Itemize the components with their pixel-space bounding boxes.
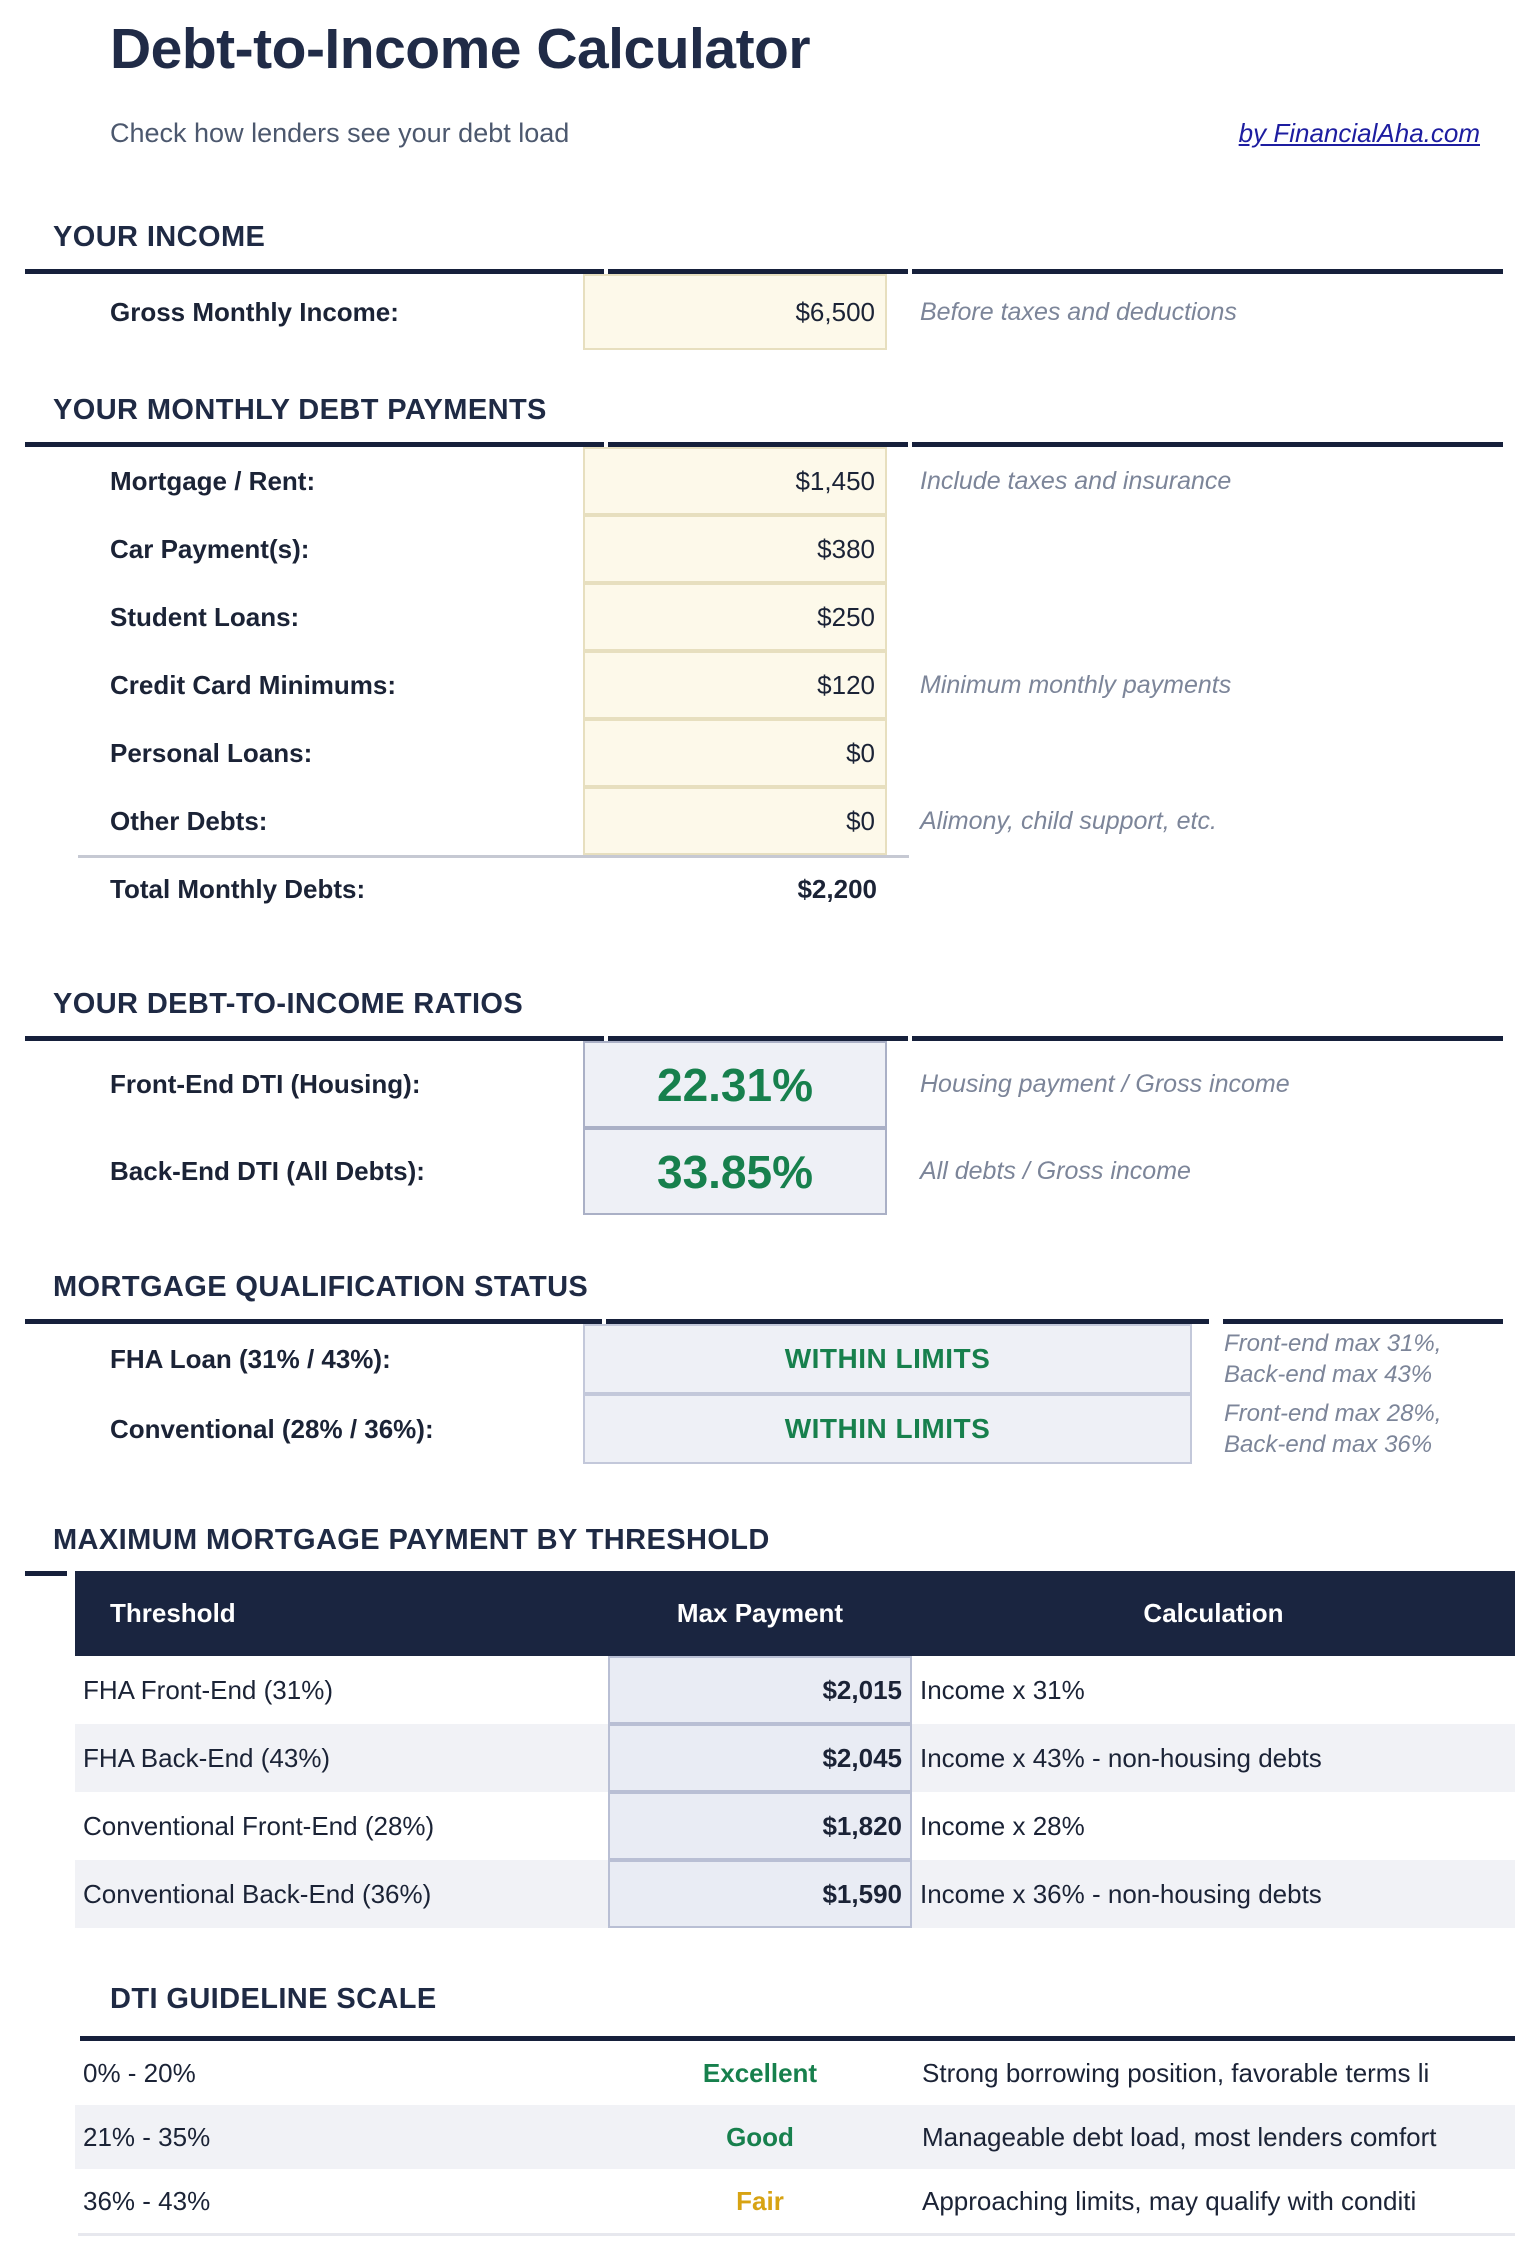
total-debts-value: $2,200 (797, 873, 877, 904)
car-payment-s-input[interactable]: $380 (583, 515, 887, 583)
fha-back-end-43-label: FHA Back-End (43%) (83, 1742, 331, 1773)
col-header-threshold: Threshold (110, 1598, 236, 1628)
fha-front-end-31-max-payment: $2,015 (608, 1656, 912, 1724)
dti-calculator-page (0, 16, 1515, 2236)
other-debts-note: Alimony, child support, etc. (920, 806, 1217, 835)
car-payment-s-note (887, 515, 1515, 583)
note-line: Back-end max 36% (1224, 1431, 1433, 1458)
21-35-range: 21% - 35% (83, 2121, 211, 2152)
personal-loans-note (887, 719, 1515, 787)
debt-row-personal-loans (0, 719, 1515, 787)
qualification-row-conventional-28-36 (0, 1394, 1515, 1464)
income-section-heading: YOUR INCOME (53, 221, 266, 253)
guideline-section-heading: DTI GUIDELINE SCALE (110, 1983, 437, 2015)
other-debts-label: Other Debts: (110, 805, 268, 836)
table-row-fha-back-end-43 (75, 1724, 1515, 1792)
qualification-section-heading: MORTGAGE QUALIFICATION STATUS (53, 1271, 589, 1303)
table-row-conventional-back-end-36 (75, 1860, 1515, 1928)
front-end-dti-housing-value-box: 22.31% (583, 1041, 887, 1128)
conventional-front-end-28-max-payment: $1,820 (608, 1792, 912, 1860)
total-monthly-debts-row (0, 858, 1515, 920)
conventional-back-end-36-calculation: Income x 36% - non-housing debts (920, 1878, 1322, 1909)
debt-row-student-loans (0, 583, 1515, 651)
personal-loans-label: Personal Loans: (110, 737, 313, 768)
fha-back-end-43-calculation: Income x 43% - non-housing debts (920, 1742, 1322, 1773)
21-35-description: Manageable debt load, most lenders comfort (922, 2121, 1437, 2152)
student-loans-label: Student Loans: (110, 601, 300, 632)
debts-section-heading: YOUR MONTHLY DEBT PAYMENTS (53, 394, 547, 426)
conventional-back-end-36-label: Conventional Back-End (36%) (83, 1878, 432, 1909)
fha-loan-31-43-status-box: WITHIN LIMITS (583, 1324, 1192, 1394)
debt-row-other-debts (0, 787, 1515, 855)
personal-loans-input[interactable]: $0 (583, 719, 887, 787)
max-payment-table-header (75, 1571, 1515, 1656)
page-subtitle: Check how lenders see your debt load (110, 118, 570, 148)
total-debts-label: Total Monthly Debts: (110, 873, 366, 904)
0-20-description: Strong borrowing position, favorable terms li (922, 2057, 1430, 2088)
front-end-dti-housing-label: Front-End DTI (Housing): (110, 1069, 421, 1099)
table-row-conventional-front-end-28 (75, 1792, 1515, 1860)
back-end-dti-all-debts-label: Back-End DTI (All Debts): (110, 1156, 425, 1186)
21-35-rating: Good (726, 2121, 794, 2152)
ratio-row-front-end-dti-housing (0, 1041, 1515, 1128)
income-rows (0, 274, 1515, 350)
max-payment-section-heading: MAXIMUM MORTGAGE PAYMENT BY THRESHOLD (53, 1524, 770, 1556)
front-end-dti-housing-note: Housing payment / Gross income (920, 1070, 1290, 1098)
debt-rows (0, 447, 1515, 855)
credit-card-minimums-label: Credit Card Minimums: (110, 669, 397, 700)
0-20-range: 0% - 20% (83, 2057, 196, 2088)
guideline-scale-rows (75, 2041, 1515, 2233)
conventional-back-end-36-max-payment: $1,590 (608, 1860, 912, 1928)
gross-monthly-income-label: Gross Monthly Income: (110, 296, 399, 327)
table-left-divider-tick (25, 1571, 67, 1576)
mortgage-rent-input[interactable]: $1,450 (583, 447, 887, 515)
qualification-row-fha-loan-31-43 (0, 1324, 1515, 1394)
fha-back-end-43-max-payment: $2,045 (608, 1724, 912, 1792)
qualification-rows (0, 1324, 1515, 1464)
col-header-calculation: Calculation (1143, 1598, 1284, 1628)
student-loans-input[interactable]: $250 (583, 583, 887, 651)
credit-card-minimums-input[interactable]: $120 (583, 651, 887, 719)
36-43-rating: Fair (736, 2185, 784, 2216)
conventional-28-36-note (1192, 1394, 1515, 1464)
gross-monthly-income-input[interactable]: $6,500 (583, 274, 887, 350)
gross-monthly-income-note: Before taxes and deductions (920, 297, 1237, 326)
back-end-dti-all-debts-value-box: 33.85% (583, 1128, 887, 1215)
page-title: Debt-to-Income Calculator (110, 17, 811, 81)
fha-front-end-31-label: FHA Front-End (31%) (83, 1674, 333, 1705)
scale-row-21-35 (75, 2105, 1515, 2169)
back-end-dti-all-debts-note: All debts / Gross income (920, 1157, 1191, 1185)
conventional-28-36-label: Conventional (28% / 36%): (110, 1413, 434, 1444)
debt-row-car-payment-s (0, 515, 1515, 583)
other-debts-input[interactable]: $0 (583, 787, 887, 855)
byline-link[interactable]: by FinancialAha.com (1238, 118, 1480, 148)
income-row-gross-monthly-income (0, 274, 1515, 350)
0-20-rating: Excellent (702, 2057, 818, 2088)
conventional-front-end-28-label: Conventional Front-End (28%) (83, 1810, 435, 1841)
car-payment-s-label: Car Payment(s): (110, 533, 310, 564)
ratios-section-heading: YOUR DEBT-TO-INCOME RATIOS (53, 988, 524, 1020)
note-line: Back-end max 43% (1224, 1361, 1433, 1388)
fha-front-end-31-calculation: Income x 31% (920, 1674, 1085, 1705)
col-header-max-payment: Max Payment (676, 1598, 844, 1628)
max-payment-table-body (75, 1656, 1515, 1928)
conventional-28-36-status-box: WITHIN LIMITS (583, 1394, 1192, 1464)
note-line: Front-end max 31%, (1224, 1329, 1442, 1357)
table-row-fha-front-end-31 (75, 1656, 1515, 1724)
ratio-row-back-end-dti-all-debts (0, 1128, 1515, 1215)
scale-row-0-20 (75, 2041, 1515, 2105)
ratio-rows (0, 1041, 1515, 1215)
scale-row-36-43 (75, 2169, 1515, 2233)
note-line: Front-end max 28%, (1224, 1399, 1442, 1427)
credit-card-minimums-note: Minimum monthly payments (920, 670, 1232, 699)
fha-loan-31-43-label: FHA Loan (31% / 43%): (110, 1343, 391, 1374)
36-43-range: 36% - 43% (83, 2185, 211, 2216)
debt-row-mortgage-rent (0, 447, 1515, 515)
guideline-bottom-divider (78, 2233, 1515, 2236)
mortgage-rent-label: Mortgage / Rent: (110, 465, 316, 496)
student-loans-note (887, 583, 1515, 651)
fha-loan-31-43-note (1192, 1324, 1515, 1394)
mortgage-rent-note: Include taxes and insurance (920, 466, 1232, 495)
36-43-description: Approaching limits, may qualify with conditi (922, 2185, 1417, 2216)
conventional-front-end-28-calculation: Income x 28% (920, 1810, 1085, 1841)
debt-row-credit-card-minimums (0, 651, 1515, 719)
max-payment-table (75, 1571, 1515, 1928)
